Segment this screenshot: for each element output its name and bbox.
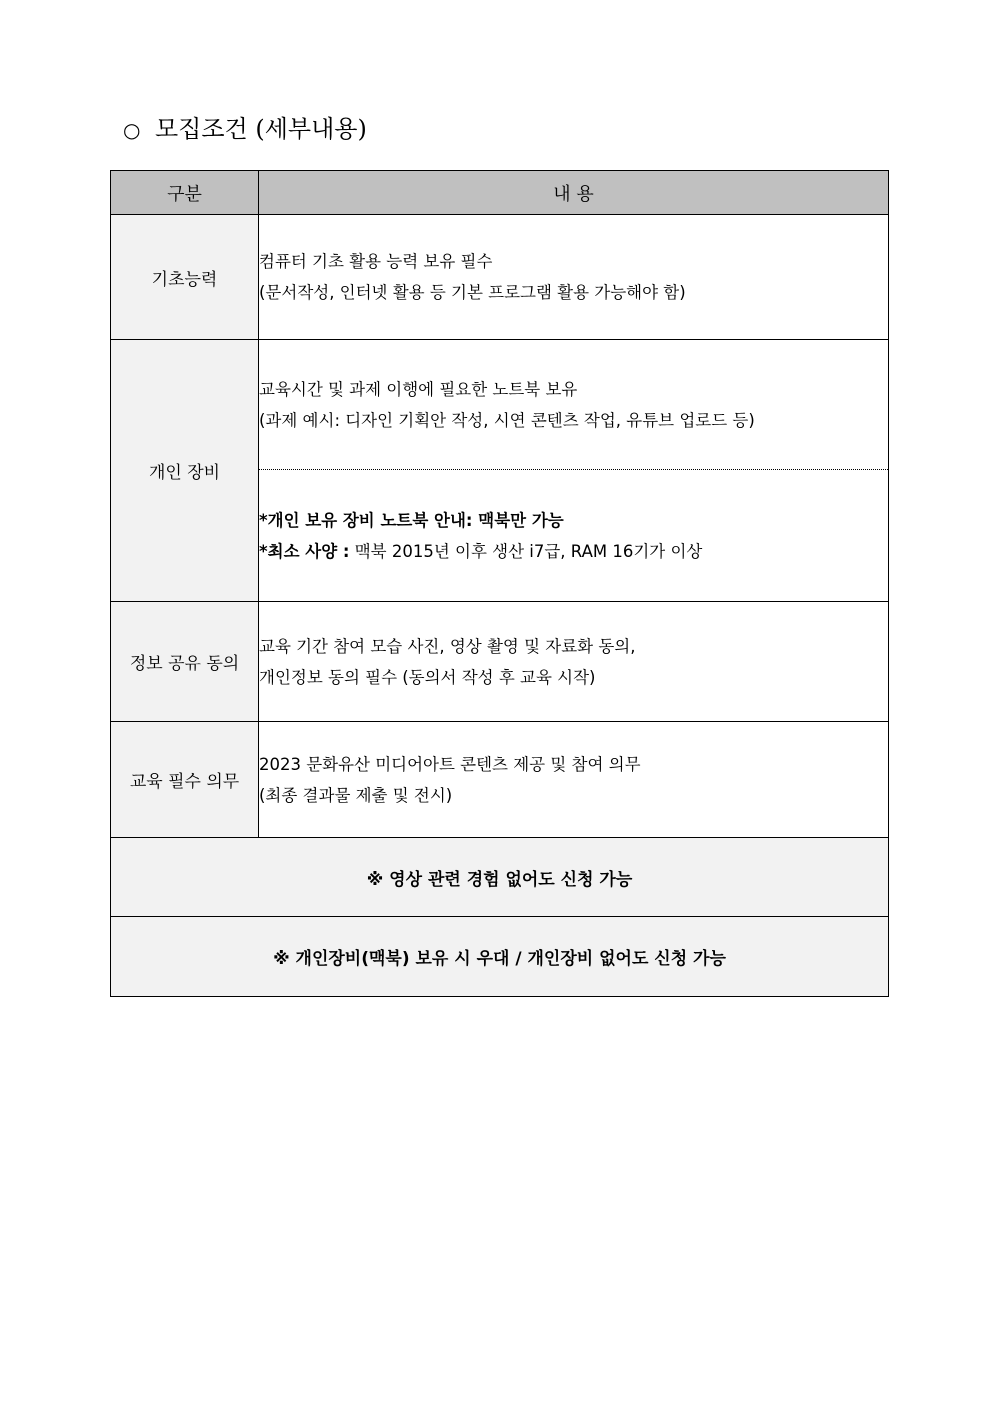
content-line: 2023 문화유산 미디어아트 콘텐츠 제공 및 참여 의무 — [259, 754, 641, 774]
note-experience: ※ 영상 관련 경험 없어도 신청 가능 — [111, 838, 889, 917]
content-line: 교육시간 및 과제 이행에 필요한 노트북 보유 — [259, 379, 578, 399]
table-row-duty — [111, 722, 889, 838]
table-row-equipment — [111, 340, 889, 470]
row-content-equipment — [259, 340, 889, 470]
table-row-basic — [111, 215, 889, 340]
row-content-sharing — [259, 602, 889, 722]
section-title: 모집조건 (세부내용) — [155, 115, 367, 143]
note-equipment: ※ 개인장비(맥북) 보유 시 우대 / 개인장비 없어도 신청 가능 — [111, 917, 889, 997]
spec-value: 맥북 2015년 이후 생산 i7급, RAM 16기가 이상 — [349, 541, 703, 561]
row-label-basic: 기초능력 — [111, 215, 259, 340]
content-line: (문서작성, 인터넷 활용 등 기본 프로그램 활용 가능해야 함) — [259, 283, 686, 302]
row-content-equipment-notes — [259, 470, 889, 602]
circle-bullet-icon: ○ — [123, 118, 141, 142]
equipment-note: *개인 보유 장비 노트북 안내: 맥북만 가능 — [259, 510, 564, 530]
row-label-equipment: 개인 장비 — [111, 340, 259, 602]
table-row-note2 — [111, 917, 889, 997]
content-line: 개인정보 동의 필수 (동의서 작성 후 교육 시작) — [259, 667, 596, 687]
conditions-table — [110, 170, 889, 997]
row-content-basic — [259, 215, 889, 340]
row-label-duty: 교육 필수 의무 — [111, 722, 259, 838]
table-row-sharing — [111, 602, 889, 722]
row-content-duty — [259, 722, 889, 838]
row-label-sharing: 정보 공유 동의 — [111, 602, 259, 722]
content-line: 교육 기간 참여 모습 사진, 영상 촬영 및 자료화 동의, — [259, 636, 636, 656]
section-heading — [123, 112, 367, 147]
header-content: 내 용 — [259, 171, 889, 215]
table-row-note1 — [111, 838, 889, 917]
equipment-spec — [259, 536, 888, 567]
content-line: (과제 예시: 디자인 기획안 작성, 시연 콘텐츠 작업, 유튜브 업로드 등) — [259, 410, 755, 430]
content-line: (최종 결과물 제출 및 전시) — [259, 785, 453, 805]
table-header-row — [111, 171, 889, 215]
spec-label: *최소 사양 : — [259, 541, 350, 561]
header-category: 구분 — [111, 171, 259, 215]
content-line: 컴퓨터 기초 활용 능력 보유 필수 — [259, 252, 493, 271]
